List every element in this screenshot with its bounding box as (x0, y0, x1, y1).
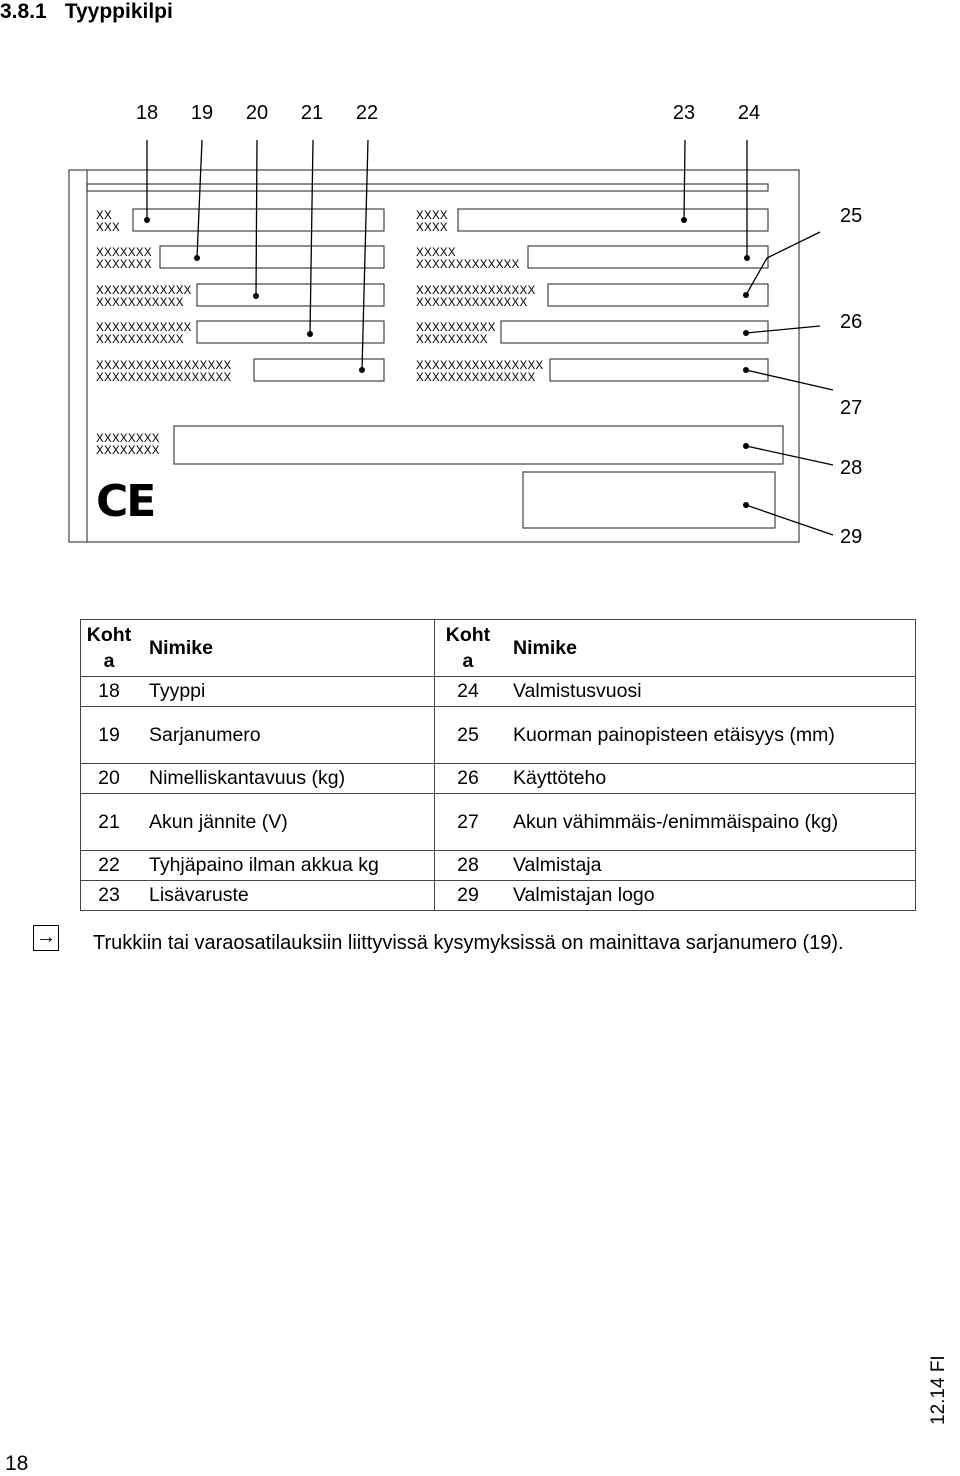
callout-23: 23 (672, 102, 696, 124)
plate-label-left-2: XXXXXXX XXXXXXX (96, 247, 152, 271)
callout-22: 22 (355, 102, 379, 124)
arrow-note-icon: → (33, 925, 59, 951)
callout-26: 26 (840, 311, 863, 333)
field-manufacturer (174, 426, 783, 464)
field-battery-voltage (197, 321, 384, 343)
table-row: 19 Sarjanumero 25 Kuorman painopisteen etäisyys (mm) (81, 707, 916, 764)
field-manufacturer-logo (523, 472, 775, 528)
callout-28: 28 (840, 457, 863, 479)
callout-25: 25 (840, 205, 863, 227)
plate-label-left-1: XX XXX (96, 210, 120, 234)
legend-header-name-2: Nimike (501, 620, 916, 677)
field-year (528, 246, 768, 268)
callout-19: 19 (190, 102, 214, 124)
field-serial (160, 246, 384, 268)
callout-29: 29 (840, 526, 863, 548)
legend-header-key-1: Koht a (81, 620, 138, 677)
field-power (501, 321, 768, 343)
plate-label-left-3: XXXXXXXXXXXX XXXXXXXXXXX (96, 285, 192, 309)
section-number: 3.8.1 (0, 0, 47, 23)
plate-label-left-5: XXXXXXXXXXXXXXXXX XXXXXXXXXXXXXXXXX (96, 360, 232, 384)
plate-label-right-3: XXXXXXXXXXXXXXX XXXXXXXXXXXXXX (416, 285, 536, 309)
callout-24: 24 (737, 102, 761, 124)
legend-header-key-2: Koht a (434, 620, 501, 677)
table-row: 21 Akun jännite (V) 27 Akun vähimmäis-/enimmäispaino (kg) (81, 794, 916, 851)
callout-18: 18 (135, 102, 159, 124)
field-load-centre (548, 284, 768, 306)
legend-table (80, 619, 916, 911)
field-rated-capacity (197, 284, 384, 306)
callout-20: 20 (245, 102, 269, 124)
field-type (133, 209, 384, 231)
table-row: 18 Tyyppi 24 Valmistusvuosi (81, 677, 916, 707)
callout-27: 27 (840, 397, 863, 419)
plate-label-right-4: XXXXXXXXXX XXXXXXXXX (416, 322, 496, 346)
field-battery-weight (550, 359, 768, 381)
plate-label-right-2: XXXXX XXXXXXXXXXXXX (416, 247, 520, 271)
callout-21: 21 (300, 102, 324, 124)
plate-label-right-1: XXXX XXXX (416, 210, 448, 234)
plate-top-strip (87, 184, 768, 191)
footer-date-code: 12.14 FI (928, 1355, 949, 1425)
plate-label-right-5: XXXXXXXXXXXXXXXX XXXXXXXXXXXXXXX (416, 360, 544, 384)
legend-header-name-1: Nimike (137, 620, 434, 677)
legend-header-row (81, 620, 916, 677)
table-row: 22 Tyhjäpaino ilman akkua kg 28 Valmistaja (81, 851, 916, 881)
table-row: 23 Lisävaruste 29 Valmistajan logo (81, 881, 916, 911)
note-text: Trukkiin tai varaosatilauksiin liittyvissä kysymyksissä on mainittava sarjanumero (19). (93, 932, 844, 954)
plate-label-left-4: XXXXXXXXXXXX XXXXXXXXXXX (96, 322, 192, 346)
page-number: 18 (5, 1452, 29, 1475)
plate-label-left-6: XXXXXXXX XXXXXXXX (96, 433, 160, 457)
section-title-text: Tyyppikilpi (64, 0, 173, 23)
field-option (458, 209, 768, 231)
table-row: 20 Nimelliskantavuus (kg) 26 Käyttöteho (81, 764, 916, 794)
ce-mark-icon: CE (96, 476, 155, 527)
